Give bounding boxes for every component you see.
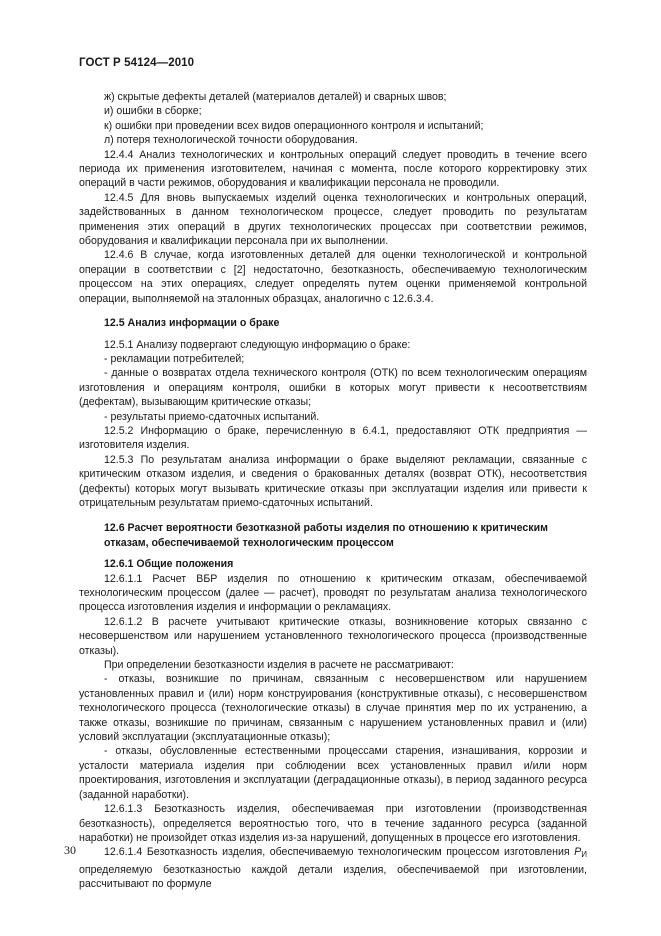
list-item: к) ошибки при проведении всех видов операционного контроля и испытаний; — [104, 119, 484, 132]
list-item: - отказы, обусловленные естественными процессами старения, изнашивания, коррозии и усталости материала изделия при соблюдении всех установленных правил и/или норм проектирования, изготовления и эксплуатации (деградационные отказы), в период заданного ресурса (заданной наработки). — [79, 745, 587, 801]
list-item: л) потеря технологической точности оборудования. — [104, 134, 358, 147]
paragraph: 12.5.3 По результатам анализа информации о браке выделяют рекламации, связанные с критическим отказом изделия, и сведения о бракованных деталях (возврат ОТК), несоответствия (дефекты) которых могут вызывать критические отказы при эксплуатации изделия или привести к отрицательным результатам приемо-сдаточных испытаний. — [79, 453, 587, 509]
paragraph: 12.6.1.3 Безотказность изделия, обеспечиваемая при изготовлении (производственная безотказность), определяется вероятностью того, что в течение заданного ресурса (заданной наработки) не произойдет отказ изделия из-за нарушений, допущенных в процессе его изготовления. — [79, 803, 587, 844]
paragraph-text: 12.6.1.4 Безотказность изделия, обеспечиваемую технологическим процессом изготовления — [104, 846, 575, 859]
paragraph: При определении безотказности изделия в расчете не рассматривают: — [104, 659, 454, 672]
formula-subscript: И — [581, 850, 587, 860]
paragraph: 12.4.4 Анализ технологических и контрольных операций следует проводить в течение всего периода их применения изготовителем, начиная с момента, после которого корректировку этих операций в части режимов, оборудования и квалификации персонала не проводили. — [79, 148, 587, 190]
paragraph-text: определяемую безотказностью каждой детали изделия, обеспечиваемой при изготовлении, рассчитывают по формуле — [79, 863, 587, 891]
document-body — [79, 90, 587, 892]
subsection-heading: 12.6.1 Общие положения — [104, 558, 234, 571]
document-code: ГОСТ Р 54124—2010 — [79, 57, 195, 69]
section-heading: 12.5 Анализ информации о браке — [104, 317, 280, 330]
section-heading: 12.6 Расчет вероятности безотказной работы изделия по отношению к критическим отказам, обеспечиваемой технологическим процессом — [104, 522, 548, 549]
list-item: и) ошибки в сборке; — [104, 105, 202, 118]
paragraph: 12.5.2 Информацию о браке, перечисленную в 6.4.1, предоставляют ОТК предприятия — изготовителя изделия. — [79, 424, 587, 452]
formula-symbol: P — [574, 846, 582, 859]
page-number: 30 — [64, 843, 76, 857]
list-item: - рекламации потребителей; — [104, 352, 245, 365]
list-item: - отказы, возникшие по причинам, связанным с несовершенством или нарушением установленных правил и (или) норм конструирования (конструктивные отказы), с несовершенством технологического процесса (технологические отказы) в случае принятия мер по их устранению, а также отказы, возникшие по причинам, связанным с нарушением установленных правил и (или) условий эксплуатации (эксплуатационные отказы); — [79, 673, 587, 744]
paragraph-with-formula — [79, 845, 587, 891]
list-item: - данные о возвратах отдела технического контроля (ОТК) по всем технологическим операциям изготовления и операциям контроля, ошибки в которых могут привести к несоответствиям (дефектам), вызывающим критические отказы; — [79, 367, 587, 409]
paragraph: 12.5.1 Анализу подвергают следующую информацию о браке: — [104, 338, 411, 351]
paragraph: 12.4.5 Для вновь выпускаемых изделий оценка технологических и контрольных операций, задействованных в данном технологическом процессе, следует проводить по результатам применения этих операций в других технологических процессах при соответствии режимов, оборудования и квалификации персонала при их выполнении. — [79, 191, 587, 248]
list-item: ж) скрытые дефекты деталей (материалов деталей) и сварных швов; — [104, 91, 447, 103]
list-item: - результаты приемо-сдаточных испытаний. — [104, 410, 320, 423]
paragraph: 12.4.6 В случае, когда изготовленных деталей для оценки технологической и контрольной операции в соответствии с [2] недостаточно, безотказность, обеспечиваемую технологическим процессом на этих операциях, следует определять путем оценки применяемой контрольной операции, выполняемой на эталонных образцах, аналогично с 12.6.3.4. — [79, 249, 587, 305]
paragraph: 12.6.1.2 В расчете учитывают критические отказы, возникновение которых связанно с несовершенством или нарушением установленного технологического процесса (производственные отказы). — [79, 615, 587, 657]
paragraph: 12.6.1.1 Расчет ВБР изделия по отношению к критическим отказам, обеспечиваемой технологическим процессом (далее — расчет), проводят по результатам анализа технологического процесса изготовления изделия и информации о рекламациях. — [79, 572, 587, 614]
